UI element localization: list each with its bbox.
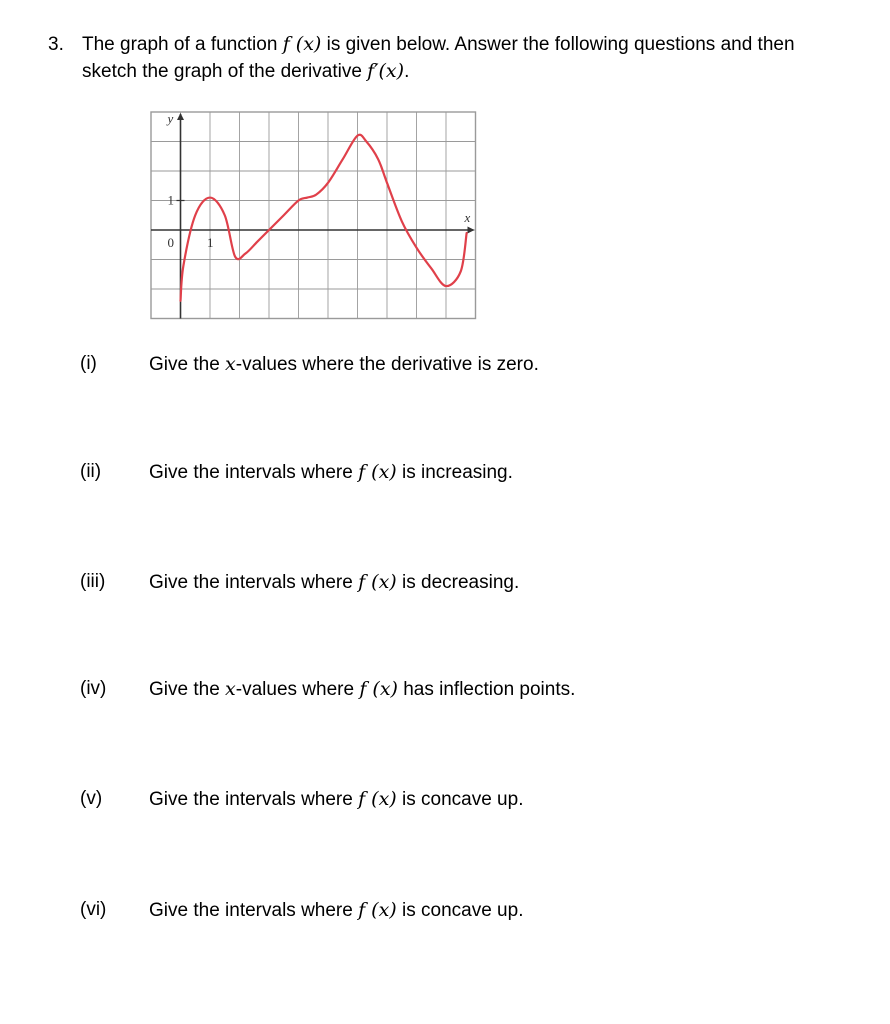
y-tick-label: 1	[167, 192, 174, 208]
function-notation: f (x)	[282, 33, 322, 55]
question-text: Give the x-values where f (x) has inflection points.	[149, 678, 576, 700]
problem-text	[82, 31, 882, 85]
grid	[151, 112, 476, 319]
problem-line1-start: The graph of a function	[82, 34, 278, 55]
origin-label: 0	[167, 235, 174, 250]
function-graph	[148, 110, 480, 326]
question-label: (iv)	[80, 678, 107, 699]
question-text: Give the intervals where f (x) is decreasing.	[149, 571, 520, 593]
question-text: Give the x-values where the derivative is zero.	[149, 353, 539, 375]
axes	[151, 113, 475, 319]
question-text: Give the intervals where f (x) is increasing.	[149, 461, 513, 483]
x-tick-label: 1	[207, 235, 214, 250]
question-label: (ii)	[80, 461, 102, 482]
problem-number: 3.	[48, 34, 64, 55]
problem-line1-rest: is given below. Answer the following questions and then	[326, 34, 795, 55]
function-curve	[181, 135, 467, 301]
question-text: Give the intervals where f (x) is concave up.	[149, 788, 524, 810]
y-axis-arrow	[177, 113, 184, 120]
y-axis-label: y	[167, 111, 174, 126]
grid-border	[151, 112, 476, 319]
question-label: (vi)	[80, 899, 107, 920]
derivative-notation: f′(x)	[367, 60, 405, 82]
question-label: (iii)	[80, 571, 106, 592]
x-axis-arrow	[468, 227, 475, 234]
question-text: Give the intervals where f (x) is concave up.	[149, 899, 524, 921]
x-axis-label: x	[464, 210, 471, 225]
problem-line2: sketch the graph of the derivative	[82, 61, 362, 82]
question-label: (v)	[80, 788, 103, 809]
question-label: (i)	[80, 353, 97, 374]
problem-line2-end: .	[404, 61, 410, 82]
graph-canvas	[148, 110, 480, 326]
